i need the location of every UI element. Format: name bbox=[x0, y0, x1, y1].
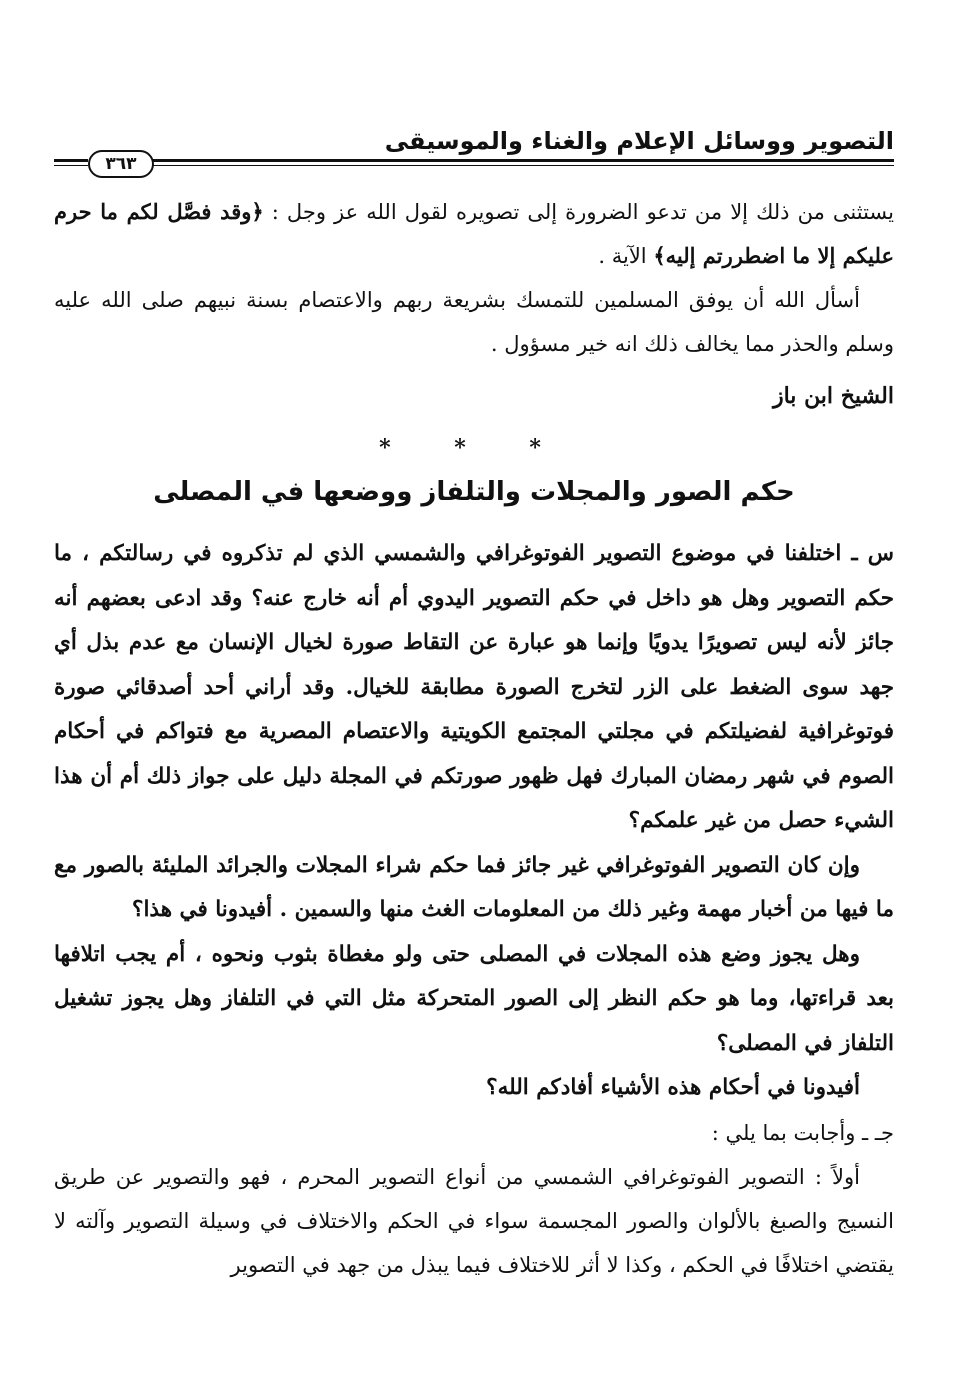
intro-verse-suffix: الآية . bbox=[598, 244, 654, 268]
answer-intro: جـ ـ وأجابت بما يلي : bbox=[711, 1120, 894, 1145]
quran-verse: ﴿وقد فصَّل لكم ما حرم عليكم إلا ما اضطررتم إليه﴾ bbox=[54, 199, 894, 268]
header-rule bbox=[54, 150, 894, 176]
running-header: التصوير ووسائل الإعلام والغناء والموسيقى bbox=[384, 127, 894, 155]
question-paragraph-4: أفيدونا في أحكام هذه الأشياء أفادكم الله؟ bbox=[486, 1075, 860, 1100]
header-rule-thin-line bbox=[150, 165, 894, 166]
header-rule-left-thick-line bbox=[54, 159, 88, 162]
closing-paragraph: أسأل الله أن يوفق المسلمين للتمسك بشريعة ربهم والاعتصام بسنة نبيهم صلى الله عليه وسلم والحذر مما يخالف ذلك انه خير مسؤول . bbox=[54, 288, 894, 356]
question-paragraph-1: س ـ اختلفنا في موضوع التصوير الفوتوغرافي والشمسي الذي لم تذكروه في رسالتكم ، ما حكم التصوير وهل هو داخل في حكم التصوير اليدوي أم أنه خارج عنه؟ وقد ادعى بعضهم أنه جائز لأنه ليس تصويرًا يدويًا وإنما هو عبارة عن التقاط صورة لخيال الإنسان مع عدم بذل أي جهد سوى الضغط على الزر لتخرج الصورة مطابقة للخيال. وقد أراني أحد أصدقائي صورة فوتوغرافية لفضيلتكم في مجلتي المجتمع الكويتية والاعتصام المصرية مع فتواكم في أحكام الصوم في شهر رمضان المبارك فهل ظهور صورتكم في المجلة دليل على جواز ذلك أم أن هذا الشيء حصل من غير علمكم؟ bbox=[54, 541, 894, 833]
signature: الشيخ ابن باز bbox=[772, 383, 894, 409]
page-number: ٣٦٣ bbox=[88, 150, 154, 178]
answer-point-1: أولاً : التصوير الفوتوغرافي الشمسي من أنواع التصوير المحرم ، فهو والتصوير عن طريق النسيج والصبغ بالألوان والصور المجسمة سواء في الحكم والاختلاف في وسيلة التصوير وآلته لا يقتضي اختلافًا في الحكم ، وكذا لا أثر للاختلاف فيما يبذل من جهد في التصوير bbox=[54, 1164, 894, 1277]
header-rule-thick-line bbox=[150, 159, 894, 162]
question-paragraph-2: وإن كان التصوير الفوتوغرافي غير جائز فما حكم شراء المجلات والجرائد المليئة بالصور مع ما فيها من أخبار مهمة وغير ذلك من المعلومات الغث منها والسمين . أفيدونا في هذا؟ bbox=[54, 852, 894, 922]
section-separator: * * * bbox=[379, 435, 569, 461]
page-content bbox=[54, 190, 894, 1287]
intro-text: يستثنى من ذلك إلا من تدعو الضرورة إلى تصويره لقول الله عز وجل : bbox=[263, 200, 895, 224]
intro-paragraph bbox=[54, 190, 894, 278]
question-paragraph-3: وهل يجوز وضع هذه المجلات في المصلى حتى ولو مغطاة بثوب ونحوه ، أم يجب اتلافها بعد قراءتها، وما هو حكم النظر إلى الصور المتحركة مثل التي في التلفاز وهل يجوز تشغيل التلفاز في المصلى؟ bbox=[54, 941, 894, 1056]
section-title: حكم الصور والمجلات والتلفاز ووضعها في المصلى bbox=[153, 477, 795, 507]
header-rule-left-thin-line bbox=[54, 165, 88, 166]
